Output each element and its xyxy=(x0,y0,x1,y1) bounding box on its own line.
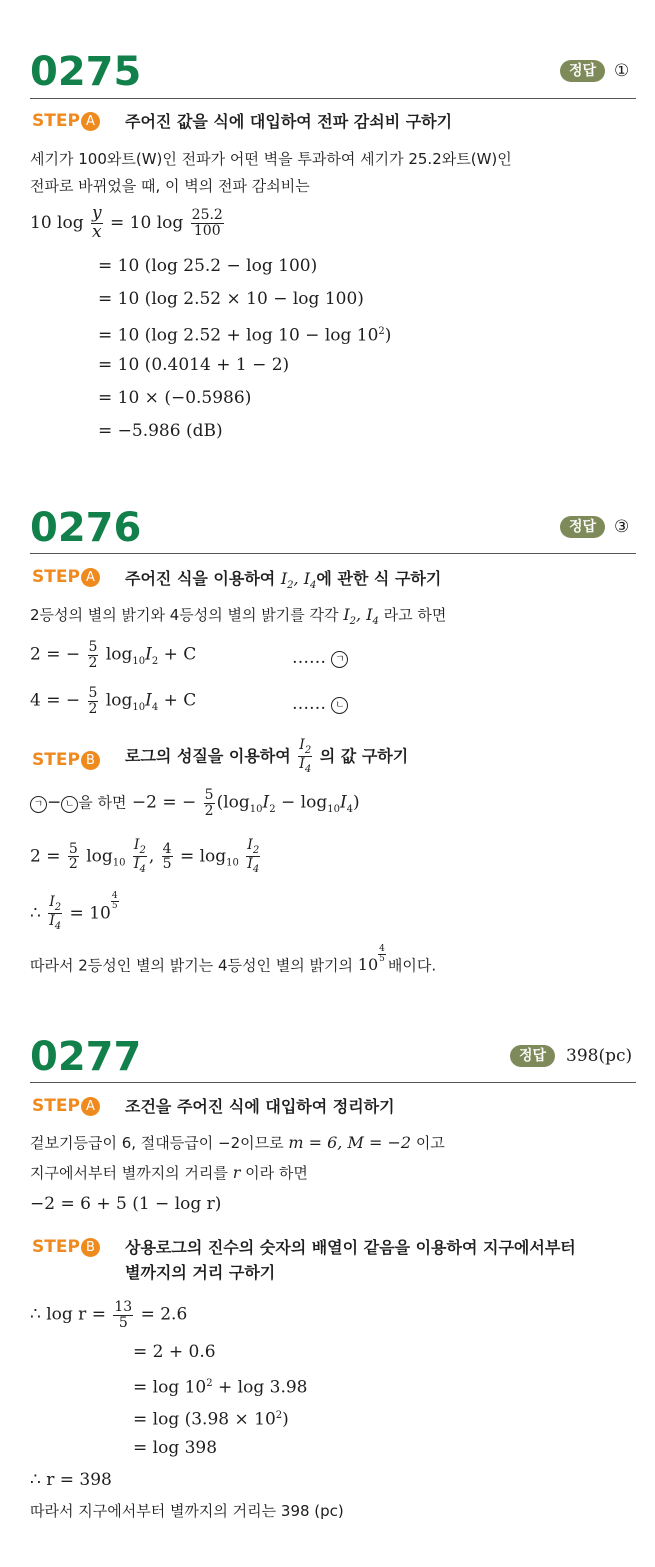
math-line: ∴ log r = $\frac{13}{5}$ = 2.6 xyxy=(30,1299,188,1331)
math-line: = 10 (log 25.2 − log 100) xyxy=(98,256,318,276)
math-line: ∴ $\frac{I_2}{I_4}$ = 10 $\frac{4}{5}$ xyxy=(30,891,118,933)
problem-number: 0276 xyxy=(30,505,142,551)
math-line: 4 = − $\frac{5}{2}$ $\log_{10}I_4 + C$ xyxy=(30,685,197,717)
math-text: 10 log xyxy=(30,212,84,233)
fraction-numerator: y xyxy=(92,203,102,223)
step-title: 조건을 주어진 식에 대입하여 정리하기 xyxy=(125,1097,395,1116)
step-title-text: 에 관한 식 구하기 xyxy=(316,569,442,588)
problem-text-line: 겉보기등급이 6, 절대등급이 −2이므로 m = 6, M = −2 이고 xyxy=(30,1133,445,1152)
math-line: = log 398 xyxy=(133,1438,218,1458)
math-marker: …… ㄴ xyxy=(292,692,348,716)
step-label: STEP xyxy=(32,111,80,131)
answer-value: ③ xyxy=(614,517,630,537)
math-line: = 10 × (−0.5986) xyxy=(98,388,252,408)
fraction-denominator: 100 xyxy=(193,222,221,239)
math-line: = $\log (3.98 \times 10^2)$ xyxy=(133,1409,289,1430)
answer-badge: 정답 xyxy=(510,1045,555,1067)
step-title xyxy=(125,567,441,598)
divider xyxy=(30,98,636,99)
problem-number: 0275 xyxy=(30,49,142,95)
step-heading xyxy=(32,1236,100,1258)
problem-number: 0277 xyxy=(30,1034,142,1080)
step-heading xyxy=(32,749,100,771)
answer-value: 398(pc) xyxy=(566,1046,633,1066)
circled-mark: ㄴ xyxy=(331,697,348,714)
step-heading xyxy=(32,1095,100,1117)
step-letter: A xyxy=(81,1097,100,1116)
problem-text-line: 따라서 지구에서부터 별까지의 거리는 398 (pc) xyxy=(30,1502,344,1520)
math-inline: $I_2$, $I_4$ xyxy=(280,569,317,592)
math-line xyxy=(98,320,391,348)
fraction xyxy=(91,205,103,242)
math-line: = $\log 10^2 + \log 3.98$ xyxy=(133,1377,308,1398)
step-heading xyxy=(32,110,100,132)
math-line: = −5.986 (dB) xyxy=(98,421,223,441)
step-title: 로그의 성질을 이용하여 $\frac{I_2}{I_4}$ 의 값 구하기 xyxy=(125,737,409,776)
math-line: 2 = − $\frac{5}{2}$ $\log_{10}I_2 + C$ xyxy=(30,639,197,671)
step-label: STEP xyxy=(32,750,80,770)
answer-badge: 정답 xyxy=(560,60,605,82)
math-marker: …… ㄱ xyxy=(292,646,348,670)
problem-text-line: 2등성의 별의 밝기와 4등성의 별의 밝기를 각각 $I_2$, $I_4$ 라고 하면 xyxy=(30,605,447,628)
fraction-denominator: x xyxy=(92,221,102,242)
step-letter: B xyxy=(81,1238,100,1257)
problem-text-line: 따라서 2등성인 별의 밝기는 4등성인 별의 밝기의 10 $\frac{4}{5}$ 배이다. xyxy=(30,944,437,975)
math-text: = 10 log xyxy=(110,212,184,233)
math-line xyxy=(30,205,226,242)
math-line: = 2 + 0.6 xyxy=(133,1342,216,1362)
step-letter: B xyxy=(81,751,100,770)
divider xyxy=(30,553,636,554)
math-text: ) xyxy=(384,325,392,346)
step-title: 상용로그의 진수의 숫자의 배열이 같음을 이용하여 지구에서부터 xyxy=(125,1238,576,1257)
math-line: = 10 (0.4014 + 1 − 2) xyxy=(98,355,290,375)
step-letter: A xyxy=(81,568,100,587)
math-text: = 10 (log 2.52 + log 10 − log 10 xyxy=(98,325,379,346)
answer-value: ① xyxy=(614,61,630,81)
step-title: 주어진 값을 식에 대입하여 전파 감쇠비 구하기 xyxy=(125,112,453,131)
circled-mark: ㄱ xyxy=(331,651,348,668)
step-label: STEP xyxy=(32,1237,80,1257)
problem-text-line: 세기가 100와트(W)인 전파가 어떤 벽을 투과하여 세기가 25.2와트(W)인 xyxy=(30,150,512,168)
step-heading xyxy=(32,566,100,588)
step-label: STEP xyxy=(32,567,80,587)
fraction xyxy=(191,208,224,238)
step-title-text: 주어진 식을 이용하여 xyxy=(125,569,276,588)
math-line: ∴ r = 398 xyxy=(30,1470,112,1490)
step-title: 별까지의 거리 구하기 xyxy=(125,1263,276,1282)
math-superscript: 2 xyxy=(378,326,385,337)
step-label: STEP xyxy=(32,1096,80,1116)
math-line: −2 = 6 + 5 (1 − log r) xyxy=(30,1194,222,1214)
fraction-numerator: 25.2 xyxy=(191,207,223,224)
problem-text-line: 지구에서부터 별까지의 거리를 r 이라 하면 xyxy=(30,1163,308,1182)
math-line: 2 = $\frac{5}{2}$ $\log_{10}$ $\frac{I_2}{I_4}$ , $\frac{4}{5}$ = $\log_{10}$ $\frac{I_2}{I_4}$ xyxy=(30,837,260,876)
problem-text-line: 전파로 바뀌었을 때, 이 벽의 전파 감쇠비는 xyxy=(30,177,310,195)
math-line: ㄱ − ㄴ 을 하면 −2 = − $\frac{5}{2}$ $(\log_{10}I_2 - \log_{10}I_4)$ xyxy=(30,788,360,822)
answer-badge: 정답 xyxy=(560,516,605,538)
divider xyxy=(30,1082,636,1083)
math-line: = 10 (log 2.52 × 10 − log 100) xyxy=(98,289,364,309)
step-letter: A xyxy=(81,112,100,131)
